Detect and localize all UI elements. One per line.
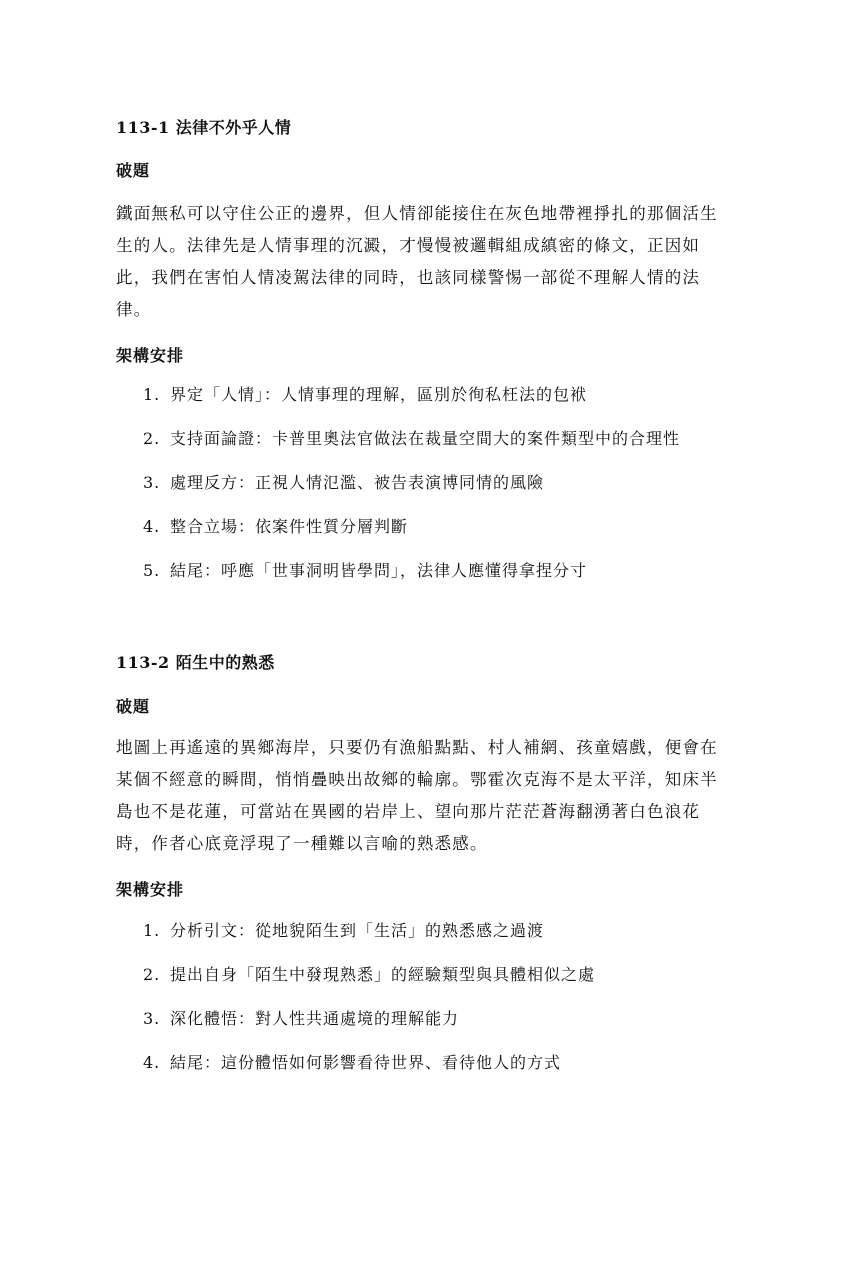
- outline-item: [143, 428, 783, 472]
- section-title: 113-1 法律不外乎人情: [116, 118, 292, 137]
- outline-number: 2.: [143, 965, 161, 984]
- outline-number: 3.: [143, 1009, 161, 1028]
- outline-item: [143, 1008, 783, 1052]
- outline-number: 1.: [143, 921, 161, 940]
- outline-number: 4.: [143, 1053, 161, 1072]
- outline-item: [143, 964, 783, 1008]
- outline-item: [143, 516, 783, 560]
- outline-text: 結尾：這份體悟如何影響看待世界、看待他人的方式: [170, 1053, 562, 1072]
- paragraph-line: 島也不是花蓮，可當站在異國的岩岸上、望向那片茫茫蒼海翻湧著白色浪花: [116, 802, 701, 821]
- paragraph-line: 鐵面無私可以守住公正的邊界，但人情卻能接住在灰色地帶裡掙扎的那個活生: [116, 204, 718, 223]
- outline-text: 深化體悟：對人性共通處境的理解能力: [170, 1009, 460, 1028]
- outline-item: [143, 384, 783, 428]
- outline-list: [143, 920, 783, 1096]
- intro-paragraph: [116, 732, 756, 860]
- paragraph-line: 某個不經意的瞬間，悄悄疊映出故鄉的輪廓。鄂霍次克海不是太平洋，知床半: [116, 770, 718, 789]
- paragraph-line: 地圖上再遙遠的異鄉海岸，只要仍有漁船點點、村人補網、孩童嬉戲，便會在: [116, 738, 718, 757]
- outline-text: 整合立場：依案件性質分層判斷: [170, 517, 409, 536]
- outline-list: [143, 384, 783, 604]
- paragraph-line: 律。: [116, 300, 152, 319]
- outline-number: 3.: [143, 473, 161, 492]
- outline-text: 分析引文：從地貌陌生到「生活」的熟悉感之過渡: [170, 921, 545, 940]
- outline-number: 5.: [143, 561, 161, 580]
- outline-item: [143, 560, 783, 604]
- outline-number: 2.: [143, 429, 161, 448]
- paragraph-line: 此，我們在害怕人情凌駕法律的同時，也該同樣警惕一部從不理解人情的法: [116, 268, 701, 287]
- intro-paragraph: [116, 198, 756, 326]
- outline-item: [143, 1052, 783, 1096]
- outline-number: 1.: [143, 385, 161, 404]
- outline-item: [143, 920, 783, 964]
- paragraph-line: 時，作者心底竟浮現了一種難以言喻的熟悉感。: [116, 834, 488, 853]
- outline-number: 4.: [143, 517, 161, 536]
- outline-heading: 架構安排: [116, 880, 185, 899]
- outline-text: 支持面論證：卡普里奧法官做法在裁量空間大的案件類型中的合理性: [170, 429, 681, 448]
- outline-text: 界定「人情」：人情事理的理解，區別於徇私枉法的包袱: [170, 385, 588, 404]
- outline-text: 結尾：呼應「世事洞明皆學問」，法律人應懂得拿捏分寸: [170, 561, 588, 580]
- section-title: 113-2 陌生中的熟悉: [116, 653, 275, 672]
- paragraph-line: 生的人。法律先是人情事理的沉澱，才慢慢被邏輯組成縝密的條文，正因如: [116, 236, 701, 255]
- intro-heading: 破題: [116, 161, 151, 180]
- outline-text: 提出自身「陌生中發現熟悉」的經驗類型與具體相似之處: [170, 965, 596, 984]
- outline-item: [143, 472, 783, 516]
- outline-heading: 架構安排: [116, 346, 185, 365]
- outline-text: 處理反方：正視人情氾濫、被告表演博同情的風險: [170, 473, 545, 492]
- intro-heading: 破題: [116, 697, 151, 716]
